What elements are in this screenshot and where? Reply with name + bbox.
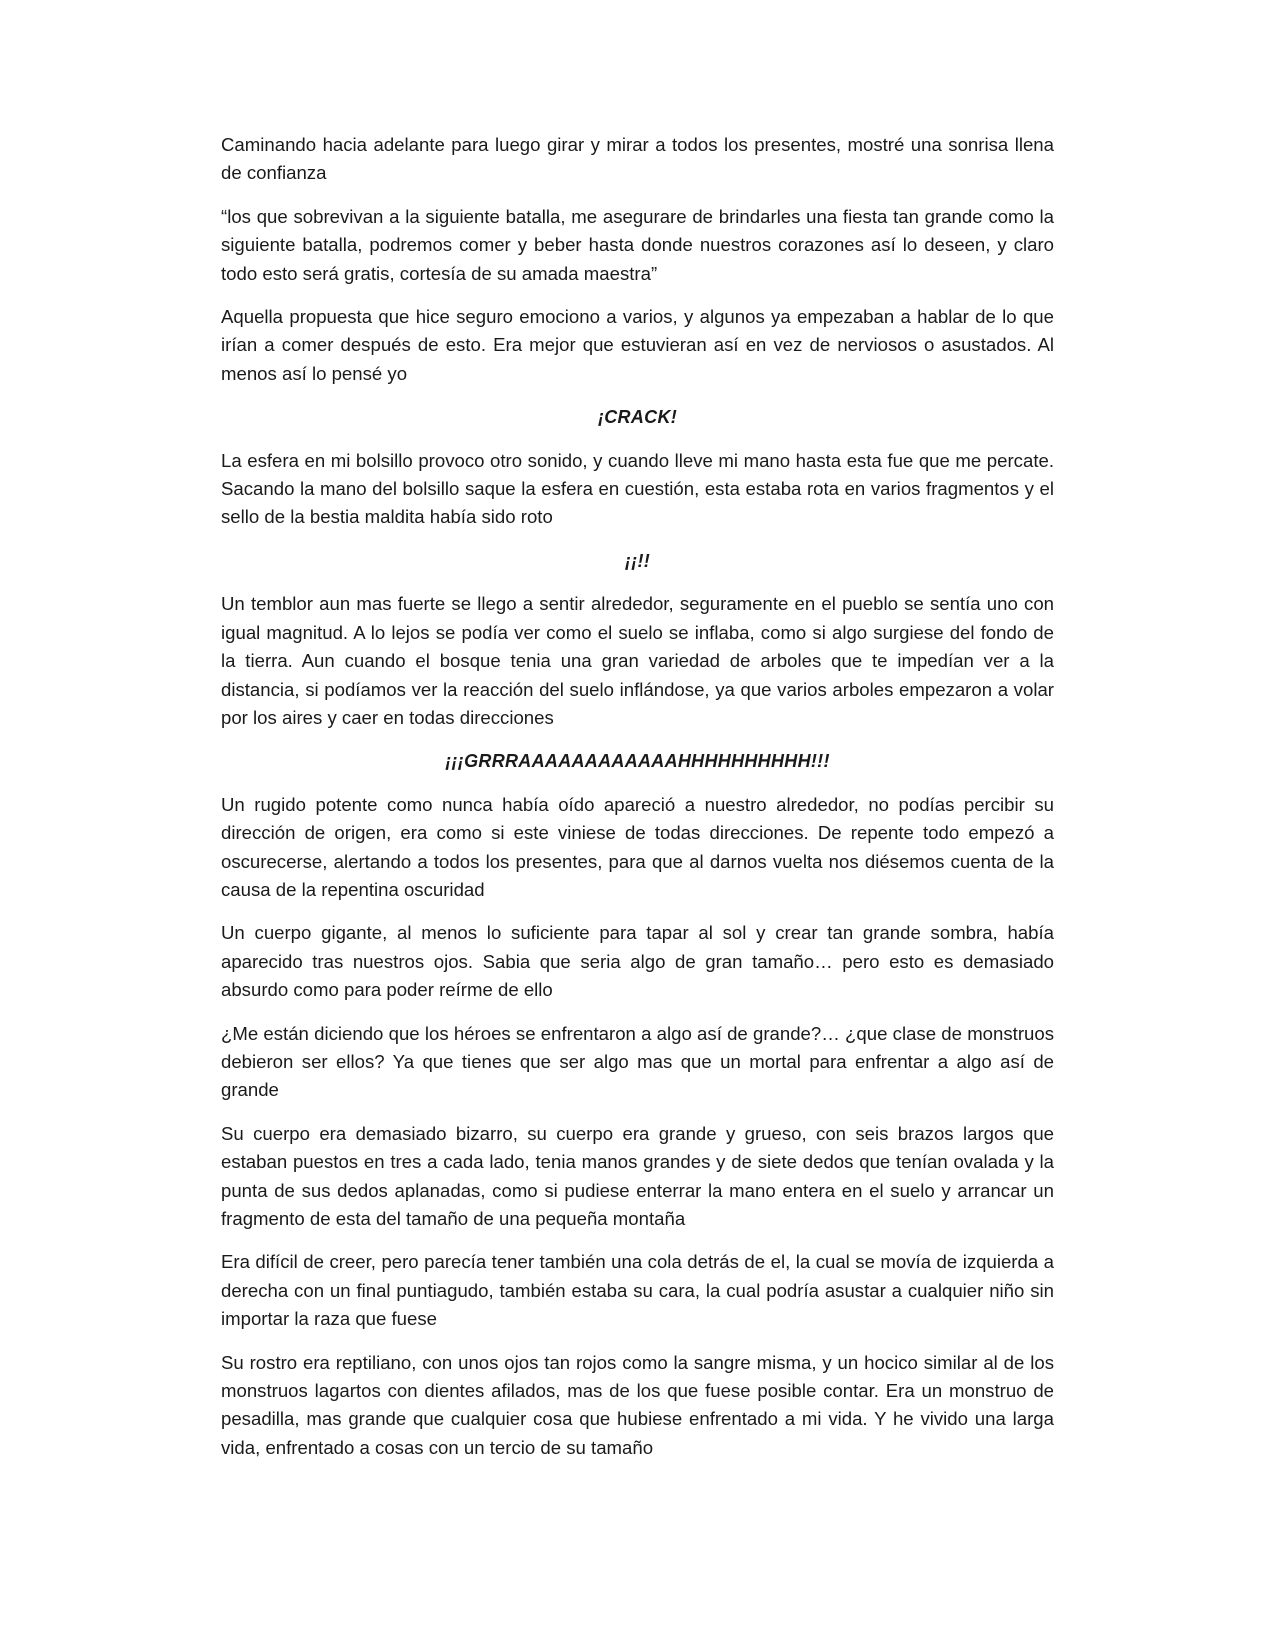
paragraph: Era difícil de creer, pero parecía tener también una cola detrás de el, la cual se movía de izquierda a derecha con un final puntiagudo, también estaba su cara, la cual podría asustar a cualquier niño sin importar la raza que fuese — [221, 1251, 1054, 1330]
document-page — [221, 131, 1054, 1477]
paragraph: La esfera en mi bolsillo provoco otro sonido, y cuando lleve mi mano hasta esta fue que me percate. Sacando la mano del bolsillo saque la esfera en cuestión, esta estaba rota en varios fragmentos y el sello de la bestia maldita había sido roto — [221, 449, 1054, 528]
paragraph: “los que sobrevivan a la siguiente batalla, me asegurare de brindarles una fiesta tan grande como la siguiente batalla, podremos comer y beber hasta donde nuestros corazones así lo deseen, y claro todo esto será gratis, cortesía de su amada maestra” — [221, 205, 1054, 284]
paragraph: Su rostro era reptiliano, con unos ojos tan rojos como la sangre misma, y un hocico similar al de los monstruos lagartos con dientes afilados, mas de los que fuese posible contar. Era un monstruo de pesadilla, mas grande que cualquier cosa que hubiese enfrentado a mi vida. Y he vivido una larga vida, enfrentado a cosas con un tercio de su tamaño — [221, 1351, 1054, 1458]
paragraph: Caminando hacia adelante para luego girar y mirar a todos los presentes, mostré una sonrisa llena de confianza — [221, 134, 1054, 184]
sound-effect-heading: ¡¡!! — [624, 550, 651, 571]
sound-effect-heading: ¡¡¡GRRRAAAAAAAAAAAAHHHHHHHHHH!!! — [445, 751, 830, 772]
paragraph: ¿Me están diciendo que los héroes se enfrentaron a algo así de grande?… ¿que clase de monstruos debieron ser ellos? Ya que tienes que ser algo mas que un mortal para enfrentar a algo así de grande — [221, 1022, 1054, 1101]
paragraph: Un rugido potente como nunca había oído apareció a nuestro alrededor, no podías percibir su dirección de origen, era como si este viniese de todas direcciones. De repente todo empezó a oscurecerse, alertando a todos los presentes, para que al darnos vuelta nos diésemos cuenta de la causa de la repentina oscuridad — [221, 793, 1054, 900]
sound-effect-heading: ¡CRACK! — [597, 407, 678, 428]
paragraph: Su cuerpo era demasiado bizarro, su cuerpo era grande y grueso, con seis brazos largos que estaban puestos en tres a cada lado, tenia manos grandes y de siete dedos que tenían ovalada y la punta de sus dedos aplanadas, como si pudiese enterrar la mano entera en el suelo y arrancar un fragmento de esta del tamaño de una pequeña montaña — [221, 1122, 1054, 1229]
paragraph: Un temblor aun mas fuerte se llego a sentir alrededor, seguramente en el pueblo se sentía uno con igual magnitud. A lo lejos se podía ver como el suelo se inflaba, como si algo surgiese del fondo de la tierra. Aun cuando el bosque tenia una gran variedad de arboles que te impedían ver a la distancia, si podíamos ver la reacción del suelo inflándose, ya que varios arboles empezaron a volar por los aires y caer en todas direcciones — [221, 593, 1054, 728]
paragraph: Aquella propuesta que hice seguro emociono a varios, y algunos ya empezaban a hablar de lo que irían a comer después de esto. Era mejor que estuvieran así en vez de nerviosos o asustados. Al menos así lo pensé yo — [221, 306, 1054, 384]
paragraph: Un cuerpo gigante, al menos lo suficiente para tapar al sol y crear tan grande sombra, había aparecido tras nuestros ojos. Sabia que seria algo de gran tamaño… pero esto es demasiado absurdo como para poder reírme de ello — [221, 922, 1054, 1001]
